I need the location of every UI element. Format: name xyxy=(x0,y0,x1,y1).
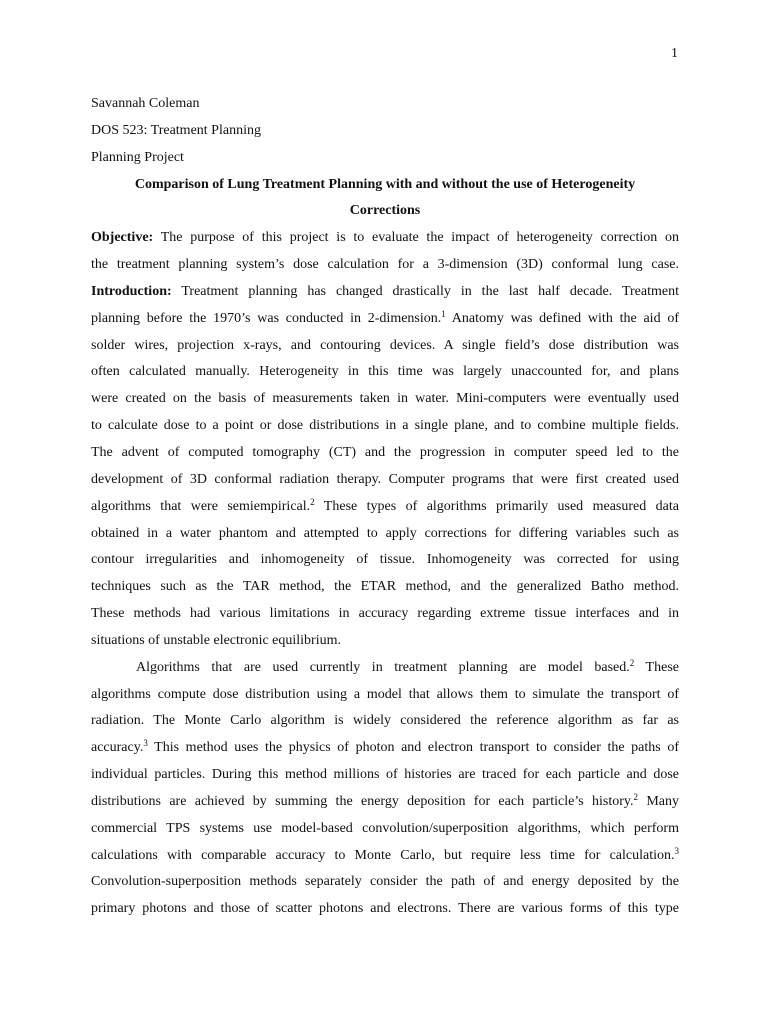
objective-line-1 xyxy=(91,225,679,252)
introduction-line-14: situations of unstable electronic equilibrium. xyxy=(91,632,341,648)
introduction-line-8: development of 3D conformal radiation therapy. Computer programs that were first created used xyxy=(91,471,679,487)
introduction-line-12: techniques such as the TAR method, the ETAR method, and the generalized Batho method. xyxy=(91,579,679,595)
introduction-line-11: contour irregularities and inhomogeneity of tissue. Inhomogeneity was corrected for using xyxy=(91,552,679,568)
introduction-line-3: solder wires, projection x-rays, and contouring devices. A single field’s dose distribution was xyxy=(91,337,679,353)
text-span: This method uses the physics of photon and electron transport to consider the paths of xyxy=(147,740,679,756)
document-title-line-1: Comparison of Lung Treatment Planning with and without the use of Heterogeneity xyxy=(134,176,636,192)
paragraph2-line-4 xyxy=(91,735,679,762)
text-span: distributions are achieved by summing the energy deposition for each particle’s history. xyxy=(91,793,634,809)
citation-superscript: 1 xyxy=(441,308,446,319)
objective-line-2: the treatment planning system’s dose calculation for a 3-dimension (3D) conformal lung case. xyxy=(91,257,679,273)
paragraph2-line-10: primary photons and those of scatter photons and electrons. There are various forms of this type xyxy=(91,901,679,917)
course-name: DOS 523: Treatment Planning xyxy=(91,122,261,138)
text-span: algorithms that were semiempirical. xyxy=(91,498,311,514)
introduction-line-10: obtained in a water phantom and attempted to apply corrections for differing variables such as xyxy=(91,525,679,541)
introduction-text: Treatment planning has changed drastically in the last half decade. Treatment xyxy=(171,283,679,299)
document-title-line-2: Corrections xyxy=(349,203,421,219)
text-span: These types of algorithms primarily used measured data xyxy=(314,498,679,514)
text-span: accuracy. xyxy=(91,740,144,756)
citation-superscript: 3 xyxy=(143,738,148,749)
citation-superscript: 3 xyxy=(674,845,679,856)
text-span: These xyxy=(634,659,679,675)
introduction-line-13: These methods had various limitations in accuracy regarding extreme tissue interfaces and in xyxy=(91,606,679,622)
text-span: Anatomy was defined with the aid of xyxy=(445,310,679,326)
introduction-line-9 xyxy=(91,494,679,521)
assignment-name: Planning Project xyxy=(91,149,184,165)
document-body xyxy=(91,91,679,923)
introduction-line-6: to calculate dose to a point or dose distributions in a single plane, and to combine multiple fields. xyxy=(91,418,679,434)
introduction-line-7: The advent of computed tomography (CT) and the progression in computer speed led to the xyxy=(91,444,679,460)
introduction-line-4: often calculated manually. Heterogeneity in this time was largely unaccounted for, and plans xyxy=(91,364,679,380)
paragraph2-line-6 xyxy=(91,789,679,816)
text-span: planning before the 1970’s was conducted in 2-dimension. xyxy=(91,310,442,326)
paragraph2-line-5: individual particles. During this method millions of histories are traced for each particle and dose xyxy=(91,767,679,783)
introduction-line-1 xyxy=(91,279,679,306)
introduction-line-5: were created on the basis of measurements taken in water. Mini-computers were eventually used xyxy=(91,391,679,407)
citation-superscript: 2 xyxy=(629,657,635,668)
text-span: calculations with comparable accuracy to Monte Carlo, but require less time for calculation. xyxy=(91,847,675,863)
citation-superscript: 2 xyxy=(310,496,315,507)
citation-superscript: 2 xyxy=(633,791,638,802)
paragraph2-line-8 xyxy=(91,843,679,870)
paragraph2-line-7: commercial TPS systems use model-based convolution/superposition algorithms, which perform xyxy=(91,820,679,836)
author-name: Savannah Coleman xyxy=(91,96,200,111)
text-span: Many xyxy=(638,793,679,809)
paragraph2-line-3: radiation. The Monte Carlo algorithm is widely considered the reference algorithm as far as xyxy=(91,713,679,729)
page-number: 1 xyxy=(671,46,678,61)
introduction-line-2 xyxy=(91,306,679,333)
paragraph2-line-9: Convolution-superposition methods separately consider the path of and energy deposited by the xyxy=(91,874,679,890)
introduction-label: Introduction: xyxy=(91,283,172,299)
paragraph2-line-1 xyxy=(91,655,679,682)
paragraph2-line-2: algorithms compute dose distribution using a model that allows them to simulate the transport of xyxy=(91,686,679,702)
objective-text: The purpose of this project is to evaluate the impact of heterogeneity correction on xyxy=(153,230,679,246)
objective-label: Objective: xyxy=(91,230,154,246)
text-span: Algorithms that are used currently in treatment planning are model based. xyxy=(136,659,630,675)
